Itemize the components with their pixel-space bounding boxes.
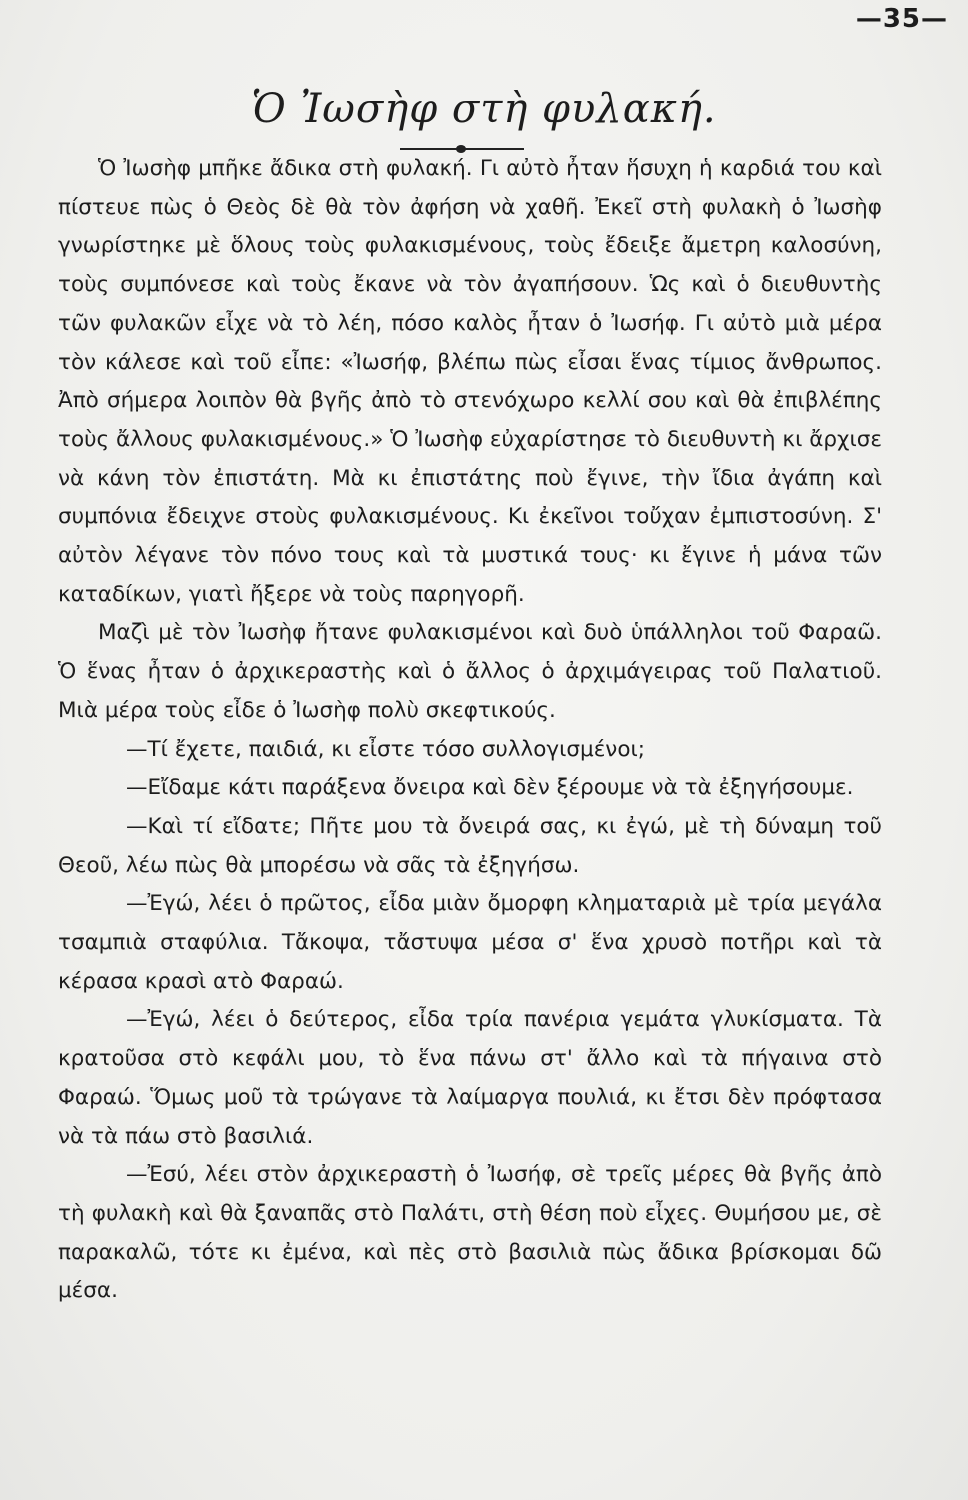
- chapter-body: [58, 150, 882, 1311]
- dialogue-line-4: —Ἐγώ, λέει ὁ πρῶτος, εἶδα μιὰν ὄμορφη κληματαριὰ μὲ τρία μεγάλα τσαμπιὰ σταφύλια. Τἄκοψα, τἄστυψα μέσα σ' ἕνα χρυσὸ ποτῆρι καὶ τὰ κέρασα κρασὶ ατὸ Φαραώ.: [58, 891, 882, 994]
- dialogue-line-3: —Καὶ τί εἴδατε; Πῆτε μου τὰ ὄνειρά σας, κι ἐγώ, μὲ τὴ δύναμη τοῦ Θεοῦ, λέω πὼς θὰ μπορέσω νὰ σᾶς τὰ ἐξηγήσω.: [58, 813, 882, 878]
- dialogue-line-1: —Τί ἔχετε, παιδιά, κι εἶστε τόσο συλλογισμένοι;: [126, 736, 645, 762]
- dialogue-line-5: —Ἐγώ, λέει ὁ δεύτερος, εἶδα τρία πανέρια γεμάτα γλυκίσματα. Τὰ κρατοῦσα στὸ κεφάλι μου, τὸ ἕνα πάνω στ' ἄλλο καὶ τὰ πήγαινα στὸ Φαραώ. Ὅμως μοῦ τὰ τρώγανε τὰ λαίμαργα πουλιά, κι ἔτσι δὲν πρόφτασα νὰ τὰ πάω στὸ βασιλιά.: [58, 1007, 882, 1149]
- chapter-title: Ὁ Ἰωσὴφ στὴ φυλακή.: [251, 86, 717, 132]
- page-number: —35—: [855, 4, 948, 34]
- paragraph-1: Ὁ Ἰωσὴφ μπῆκε ἄδικα στὴ φυλακή. Γι αὐτὸ ἦταν ἥσυχη ἡ καρδιά του καὶ πίστευε πὼς ὁ Θεὸς δὲ θὰ τὸν ἀφήση νὰ χαθῆ. Ἐκεῖ στὴ φυλακὴ ὁ Ἰωσὴφ γνωρίστηκε μὲ ὅλους τοὺς φυλακισμένους, τοὺς ἔδειξε ἄμετρη καλοσύνη, τοὺς συμπόνεσε καὶ τοὺς ἔκανε νὰ τὸν ἀγαπήσουν. Ὡς καὶ ὁ διευθυντὴς τῶν φυλακῶν εἶχε νὰ τὸ λέη, πόσο καλὸς ἦταν ὁ Ἰωσήφ. Γι αὐτὸ μιὰ μέρα τὸν κάλεσε καὶ τοῦ εἶπε: «Ἰωσήφ, βλέπω πὼς εἶσαι ἕνας τίμιος ἄνθρωπος. Ἀπὸ σήμερα λοιπὸν θὰ βγῆς ἀπὸ τὸ στενόχωρο κελλί σου καὶ θὰ ἐπιβλέπης τοὺς ἄλλους φυλακισμένους.» Ὁ Ἰωσὴφ εὐχαρίστησε τὸ διευθυντὴ κι ἄρχισε νὰ κάνη τὸν ἐπιστάτη. Μὰ κι ἐπιστάτης ποὺ ἔγινε, τὴν ἴδια ἀγάπη καὶ συμπόνια ἔδειχνε στοὺς φυλακισμένους. Κι ἐκεῖνοι τοὔχαν ἐμπιστοσύνη. Σ' αὐτὸν λέγανε τὸν πόνο τους καὶ τὰ μυστικά τους· κι ἔγινε ἡ μάνα τῶν καταδίκων, γιατὶ ἤξερε νὰ τοὺς παρηγορῆ.: [58, 156, 882, 607]
- dialogue-line-2: —Εἴδαμε κάτι παράξενα ὄνειρα καὶ δὲν ξέρουμε νὰ τὰ ἐξηγήσουμε.: [126, 775, 854, 801]
- dialogue-line-6: —Ἐσύ, λέει στὸν ἀρχικεραστὴ ὁ Ἰωσήφ, σὲ τρεῖς μέρες θὰ βγῆς ἀπὸ τὴ φυλακὴ καὶ θὰ ξαναπᾶς στὸ Παλάτι, στὴ θέση ποὺ εἶχες. Θυμήσου με, σὲ παρακαλῶ, τότε κι ἐμένα, καὶ πὲς στὸ βασιλιὰ πὼς ἄδικα βρίσκομαι δῶ μέσα.: [58, 1162, 882, 1304]
- paragraph-2: Μαζὶ μὲ τὸν Ἰωσὴφ ἤτανε φυλακισμένοι καὶ δυὸ ὑπάλληλοι τοῦ Φαραῶ. Ὁ ἕνας ἦταν ὁ ἀρχικεραστὴς καὶ ὁ ἄλλος ὁ ἀρχιμάγειρας τοῦ Παλατιοῦ. Μιὰ μέρα τοὺς εἶδε ὁ Ἰωσὴφ πολὺ σκεφτικούς.: [58, 620, 882, 723]
